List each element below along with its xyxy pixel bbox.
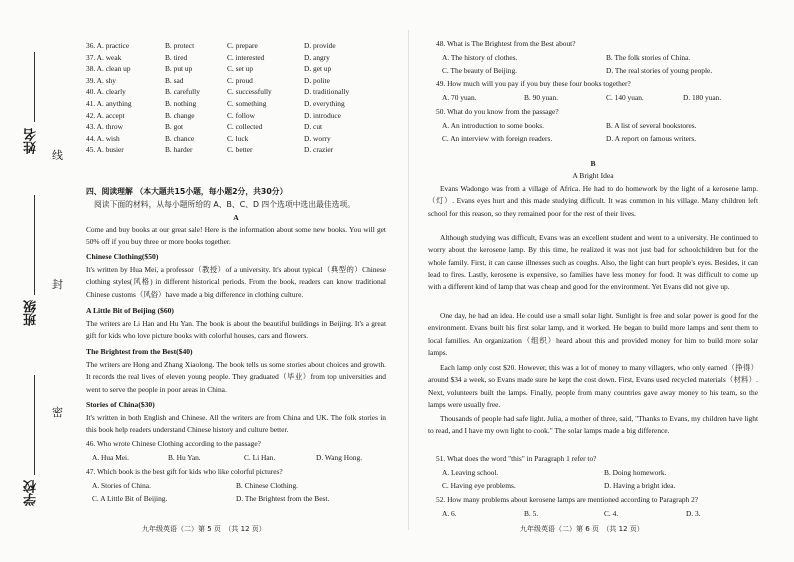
- seal-mark-secret: 密: [52, 406, 63, 419]
- footer-right: 九年级英语（二）第 6 页 （共 12 页）: [520, 525, 644, 533]
- book2-title: A Little Bit of Beijing ($60): [86, 306, 174, 315]
- question-52: 52. How many problems about kerosene lamps are mentioned according to Paragraph 2?: [436, 495, 699, 504]
- choice[interactable]: D. Wang Hong.: [316, 453, 363, 462]
- option-row: 43. A. throw B. got C. collected D. cut: [86, 122, 323, 132]
- choice[interactable]: B. A list of several bookstores.: [606, 121, 697, 130]
- choice[interactable]: A. 6.: [442, 509, 457, 518]
- choice[interactable]: C. A Little Bit of Beijing.: [92, 494, 168, 503]
- choice[interactable]: B. Hu Yan.: [168, 453, 201, 462]
- passage-b-title: A Bright Idea: [572, 171, 614, 180]
- option-row: 40. A. clearly B. carefully C. successfully D. traditionally: [86, 87, 350, 97]
- choice[interactable]: B. The folk stories of China.: [606, 53, 691, 62]
- choice[interactable]: C. The beauty of Beijing.: [442, 66, 517, 75]
- choice[interactable]: C. 140 yuan.: [606, 93, 644, 102]
- section-heading: 四、阅读理解 （本大题共15小题，每小题2分，共30分）: [86, 187, 288, 196]
- option-row: 44. A. wish B. chance C. luck D. worry: [86, 133, 331, 143]
- passage-a-letter: A: [233, 213, 239, 222]
- choice[interactable]: B. 90 yuan.: [524, 93, 559, 102]
- choice[interactable]: B. Doing homework.: [604, 468, 667, 477]
- option-row: 37. A. weak B. tired C. interested D. angry: [86, 52, 330, 62]
- book4-text: It's written in both English and Chinese. All the writers are from China and UK. The folk stories in this book help readers understand Chinese history and culture better.: [86, 413, 386, 435]
- choice[interactable]: C. 4.: [604, 509, 619, 518]
- choice[interactable]: A. Hua Mei.: [92, 453, 129, 462]
- binding-strip: [0, 0, 63, 562]
- question-46: 46. Who wrote Chinese Clothing according to the passage?: [86, 439, 261, 448]
- option-row: 36. A. practice B. protect C. prepare D. provide: [86, 41, 336, 50]
- name-label: 姓名: [24, 128, 39, 154]
- choice[interactable]: A. An introduction to some books.: [442, 121, 545, 130]
- choice[interactable]: D. 180 yuan.: [683, 93, 722, 102]
- choice[interactable]: C. Having eye problems.: [442, 481, 516, 490]
- passage-b-paragraph-4: Each lamp only cost $20. However, this was a lot of money to many villagers, who only earned（挣得）around $34 a week, so Evans made sure he kept the cost down. First, Evans used recycled materials（材料）. Next, volunteers built the lamps. Finally, people from many countries gave away money to his team, so the lamps were usually free.: [428, 363, 758, 409]
- question-49: 49. How much will you pay if you buy these four books together?: [436, 79, 631, 88]
- passage-b-paragraph-5: Thousands of people had safe light. Julia, a mother of three, said, "Thanks to Evans, my children have light to read, and I have my own light to cook." The solar lamps made a big difference.: [428, 414, 758, 436]
- choice[interactable]: B. 5.: [524, 509, 539, 518]
- school-write-line: [34, 375, 35, 475]
- footer-left: 九年级英语（二）第 5 页 （共 12 页）: [142, 525, 266, 533]
- choice[interactable]: B. Chinese Clothing.: [236, 481, 299, 490]
- question-48: 48. What is The Brightest from the Best about?: [436, 39, 576, 48]
- seal-mark-seal: 封: [52, 278, 63, 291]
- intro-paragraph: Come and buy books at our great sale! Here is the information about some new books. You will get 50% off if you buy three or more books together.: [86, 225, 386, 247]
- choice[interactable]: A. 70 yuan.: [442, 93, 477, 102]
- seal-mark-line: 线: [52, 149, 63, 162]
- option-row: 39. A. shy B. sad C. proud D. polite: [86, 75, 330, 85]
- book2-text: The writers are Li Han and Hu Yan. The book is about the beautiful buildings in Beijing. It's a great gift for kids who love picture books with colorful houses, cars and flowers.: [86, 319, 386, 341]
- choice[interactable]: D. 3.: [686, 509, 701, 518]
- option-row: 45. A. busier B. harder C. better D. crazier: [86, 145, 334, 155]
- passage-b-paragraph-1: Evans Wadongo was from a village of Africa. He had to do homework by the light of a kerosene lamp.（灯）. Evans eyes hurt and this made studying difficult. It was common in his village. Many children left school for this reason, so they remained poor for the rest of their lives.: [428, 184, 758, 218]
- choice[interactable]: A. The history of clothes.: [442, 53, 518, 62]
- choice[interactable]: A. Leaving school.: [442, 468, 499, 477]
- choice[interactable]: D. The real stories of young people.: [606, 66, 713, 75]
- book3-title: The Brightest from the Best($40): [86, 347, 193, 356]
- passage-b-paragraph-3: One day, he had an idea. He could use a small solar light. Sunlight is free and solar power is good for the environment. Evans built his first solar lamp, and it worked. He began to build more lamps and sent them to local families. An organization（组织）heard about this and provided money for him to build more solar lamps.: [428, 311, 758, 357]
- book3-text: The writers are Hong and Zhang Xiaolong. The book tells us some stories about choices and growth. It records the real lives of eleven young people. They graduated（毕业）from top universities and went to serve the people in poor areas in China.: [86, 360, 386, 394]
- question-50: 50. What do you know from the passage?: [436, 107, 559, 116]
- class-label: 班级: [24, 300, 39, 326]
- cloze-options: [86, 40, 386, 156]
- book1-text: It's written by Hua Mei, a professor（教授）of a university. It's about typical（典型的）Chinese clothing styles(风格) in different historical periods. From the book, readers can know traditional Chinese customs（风俗）have made a big difference in clothing culture.: [86, 265, 386, 299]
- option-row: 38. A. clean up B. put up C. set up D. get up: [86, 64, 332, 74]
- question-51: 51. What does the word "this" in Paragraph 1 refer to?: [436, 454, 597, 463]
- option-row: 41. A. anything B. nothing C. something D. everything: [86, 98, 345, 108]
- choice[interactable]: D. A report on famous writers.: [606, 134, 697, 143]
- choice[interactable]: D. The Brightest from the Best.: [236, 494, 330, 503]
- book4-title: Stories of China($30): [86, 400, 155, 409]
- choice[interactable]: D. Having a bright idea.: [604, 481, 676, 490]
- name-write-line: [34, 52, 35, 122]
- option-row: 42. A. accept B. change C. follow D. introduce: [86, 110, 341, 120]
- passage-b-paragraph-2: Although studying was difficult, Evans was an excellent student and went to a university. He continued to worry about the kerosene lamp. By this time, he realized it was not just bad for schoolchildren but for the whole family. First, it can cause illnesses such as coughs. Also, the light can hurt people's eyes. Besides, it can lead to fires. Lastly, kerosene is expensive, so families have less money for food. It was difficult to come up with a different kind of lamp that was cheap and good for the environment. Yet Evans did not give up.: [428, 233, 758, 292]
- class-write-line: [34, 195, 35, 295]
- choice[interactable]: A. Stories of China.: [92, 481, 151, 490]
- school-label: 学校: [24, 480, 39, 506]
- section-instruction: 阅读下面的材料，从每小题所给的 A、B、C、D 四个选项中选出最佳选项。: [94, 200, 355, 209]
- question-47: 47. Which book is the best gift for kids who like colorful pictures?: [86, 467, 283, 476]
- book1-title: Chinese Clothing($50): [86, 252, 159, 261]
- choice[interactable]: C. An interview with foreign readers.: [442, 134, 553, 143]
- column-divider: [408, 30, 409, 530]
- passage-b-letter: B: [590, 159, 596, 168]
- choice[interactable]: C. Li Han.: [244, 453, 276, 462]
